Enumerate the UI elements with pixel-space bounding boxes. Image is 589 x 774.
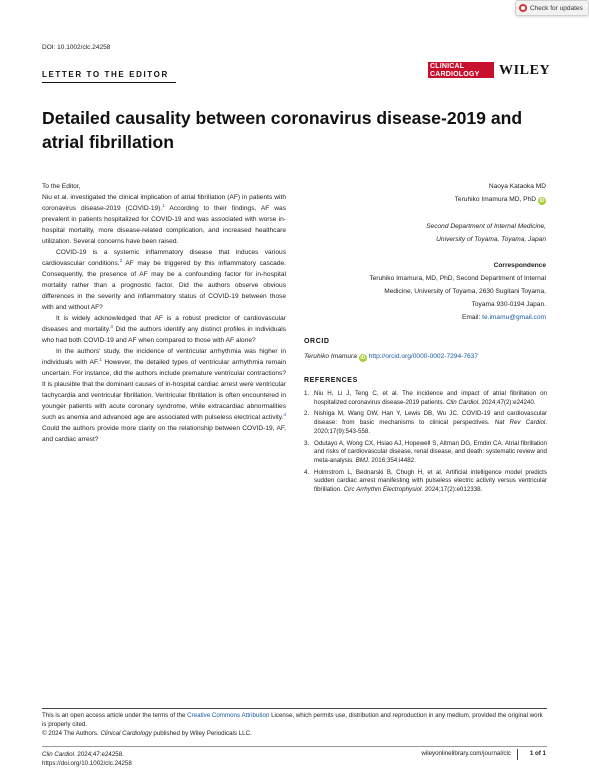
citation-link[interactable]: 2 — [119, 257, 123, 263]
references-heading: REFERENCES — [304, 377, 358, 384]
correspondence-line: Teruhiko Imamura, MD, PhD, Second Department of Internal — [369, 275, 546, 282]
references-list — [304, 390, 547, 498]
section-label: LETTER TO THE EDITOR — [42, 70, 169, 79]
orcid-icon[interactable]: iD — [360, 355, 366, 361]
section-label-rule — [42, 82, 176, 83]
paragraph: COVID-19 is a systemic inflammatory disease that induces various cardiovascular conditions.$^2$ AF may be triggered by this inflammatory cascade. Consequently, the presence of AF may be a confounding factor for in-hospital mortality rather than a prognostic factor. Did the authors observe obvious differences in the severity and inflammatory status of COVID-19 between those with and without AF? — [42, 249, 286, 311]
correspondence-line: Medicine, University of Toyama, 2630 Sugitani Toyama, — [384, 288, 546, 295]
orcid-icon[interactable]: iD — [539, 198, 545, 204]
citation-link[interactable]: 4 — [283, 411, 286, 417]
affiliation: Second Department of Internal Medicine, — [426, 223, 546, 230]
salutation: To the Editor, — [42, 183, 81, 190]
reference-item: 1. Niu H, Li J, Teng C, et al. The incidence and impact of atrial fibrillation on hospitalized coronavirus disease-2019 patients. Clin Cardiol. 2024;47(2):e24240. — [304, 390, 547, 406]
doi-header: DOI: 10.1002/clc.24258 — [42, 44, 111, 51]
page-number: 1 of 1 — [529, 750, 546, 757]
license-link[interactable]: Creative Commons Attribution — [187, 712, 270, 719]
article-title: Detailed causality between coronavirus disease-2019 and atrial fibrillation — [42, 108, 523, 152]
publisher-logo: WILEY — [499, 63, 551, 78]
correspondence-heading: Correspondence — [493, 262, 546, 269]
license-notice: This is an open access article under the terms of the Creative Commons Attribution License, which permits use, distribution and reproduction in any medium, provided the original work is properly cited. © 2024 The Authors. Clinical Cardiology published by Wiley Periodicals LLC. — [42, 712, 543, 737]
author-name: Naoya Kataoka MD — [488, 183, 546, 190]
affiliation: University of Toyama, Toyama, Japan — [436, 236, 546, 243]
citation-link[interactable]: 1 — [162, 202, 165, 208]
check-updates-label: Check for updates — [530, 4, 583, 12]
correspondence-line: Toyama 930-0194 Japan. — [471, 301, 546, 308]
paragraph: It is widely acknowledged that AF is a robust predictor of cardiovascular diseases and mortality.$^3$ Did the authors identify any distinct profiles in individuals who had both COVID-19 and AF when compared to those with AF alone? — [42, 315, 286, 344]
footer-rule — [42, 708, 547, 709]
doi-link[interactable]: https://doi.org/10.1002/clc.24258 — [42, 760, 132, 767]
citation: Clin Cardiol. 2024;47:e24258. https://doi.org/10.1002/clc.24258 — [42, 751, 132, 767]
journal-site-link[interactable]: wileyonlinelibrary.com/journal/clc — [421, 750, 511, 757]
citation-link[interactable]: 3 — [110, 323, 113, 329]
author-name: Teruhiko Imamura MD, PhD iD — [454, 196, 545, 204]
orcid-link[interactable]: http://orcid.org/0000-0002-7294-7637 — [368, 353, 478, 360]
orcid-heading: ORCID — [304, 338, 330, 345]
paragraph: In the authors' study, the incidence of ventricular arrhythmia was higher in individuals with AF.$^1$ However, the detailed types of ventricular arrhythmia remain uncertain. For instance, did the authors include premature ventricular contractions? It is plausible that the dominant causes of in-hospital cardiac arrest were ventricular tachycardia and ventricular fibrillation. Ventricular fibrillation is often encountered in younger patients with acute coronary syndrome, while extracardiac abnormalities such as anemia and advanced age are associated with pulseless electrical activity.$^4$ Could the authors provide more clarity on the relationship between COVID-19, AF, and cardiac arrest? — [42, 348, 286, 443]
letter-body — [42, 181, 286, 445]
reference-item: 4. Holmstrom L, Bednarski B, Chugh H, et al. Artificial intelligence model predicts sudden cardiac arrest manifesting with pulseless electric activity versus ventricular fibrillation. Circ Arrhythm Electrophysiol. 2024;17(2):e012338. — [304, 468, 547, 494]
correspondence-email: Email: te.imamu@gmail.com — [461, 314, 546, 321]
citation-link[interactable]: 1 — [99, 356, 102, 362]
footer-rule — [42, 746, 547, 747]
reference-item: 3. Odutayo A, Wong CX, Hsiao AJ, Hopewell S, Altman DG, Emdin CA. Atrial fibrillation and risks of cardiovascular disease, renal disease, and death: systematic review and meta-analysis. BMJ. 2016;354:i4482. — [304, 439, 547, 464]
orcid-entry: Teruhiko Imamura iD http://orcid.org/0000-0002-7294-7637 — [304, 353, 478, 361]
check-for-updates-button[interactable] — [515, 0, 589, 16]
journal-logo: CLINICAL CARDIOLOGY — [428, 62, 494, 78]
footer-divider — [517, 749, 518, 760]
email-link[interactable]: te.imamu@gmail.com — [482, 314, 546, 321]
crossmark-icon — [519, 4, 527, 12]
reference-item: 2. Nishiga M, Wang DW, Han Y, Lewis DB, Wu JC. COVID-19 and cardiovascular disease: from basic mechanisms to clinical perspectives. Nat Rev Cardiol. 2020;17(9):543-558. — [304, 410, 547, 435]
paragraph: Niu et al. investigated the clinical implication of atrial fibrillation (AF) in patients with coronavirus disease-2019 (COVID-19).$^1$ According to their findings, AF was prevalent in patients hospitalized for COVID-19 and was associated with worse in-hospital mortality, more disease-related complication, and increased healthcare utilization. Several concerns have been raised. — [42, 194, 286, 245]
